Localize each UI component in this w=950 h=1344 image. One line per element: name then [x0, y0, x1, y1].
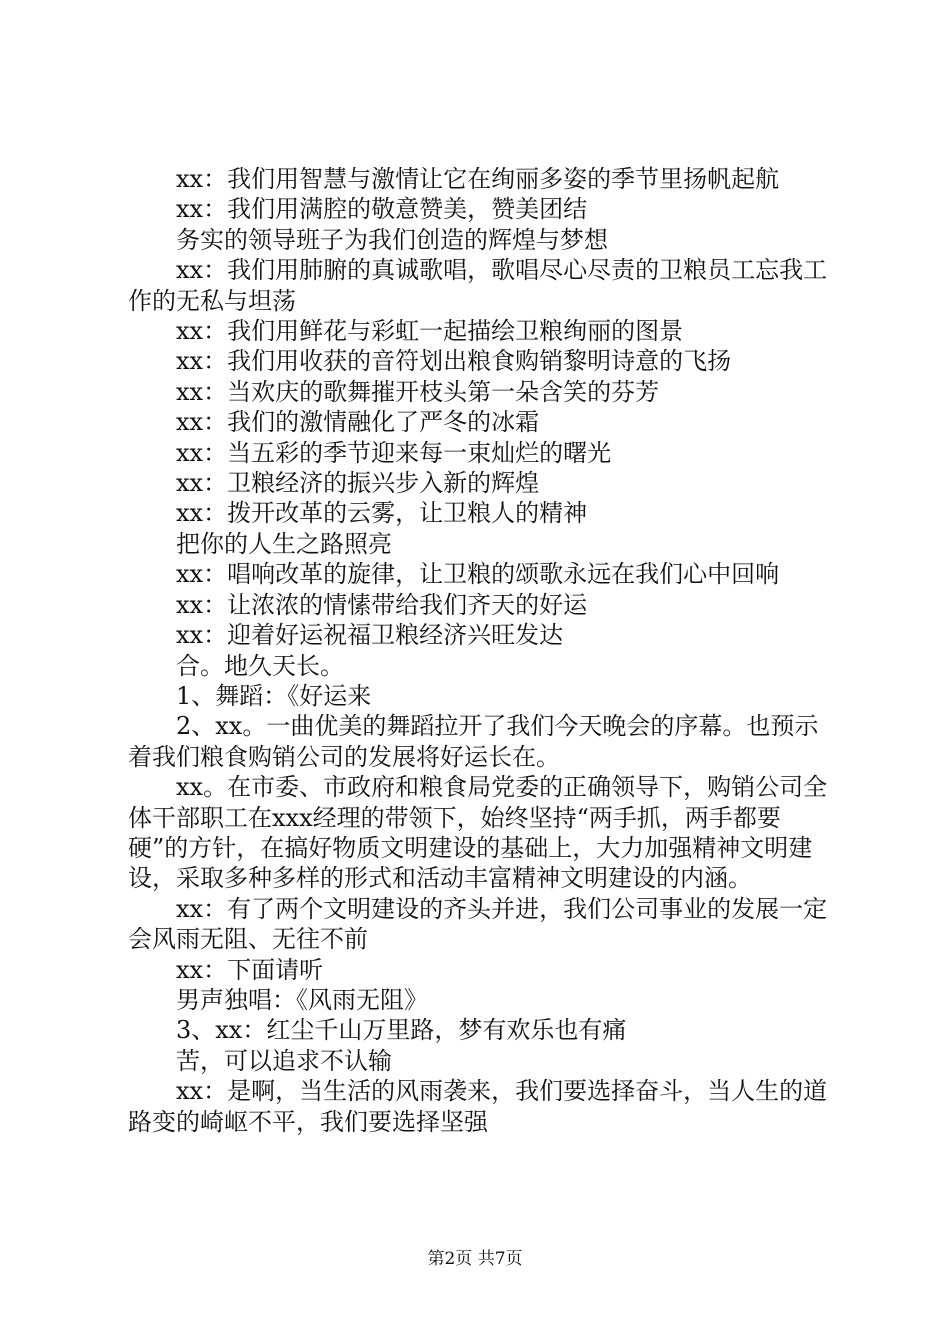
paragraph: xx：我们用鲜花与彩虹一起描绘卫粮绚丽的图景	[176, 317, 684, 346]
paragraph: xx：我们用满腔的敬意赞美，赞美团结	[176, 195, 588, 224]
paragraph: xx：卫粮经济的振兴步入新的辉煌	[176, 469, 540, 498]
paragraph: xx：我们的激情融化了严冬的冰霜	[176, 408, 540, 437]
paragraph: xx：下面请听	[176, 955, 324, 984]
paragraph: xx：有了两个文明建设的齐头并进，我们公司事业的发展一定会风雨无阻、无往不前	[128, 894, 828, 954]
paragraph: xx：是啊，当生活的风雨袭来，我们要选择奋斗，当人生的道路变的崎岖不平，我们要选择坚强	[128, 1077, 828, 1136]
paragraph: xx：当五彩的季节迎来每一束灿烂的曙光	[176, 438, 612, 467]
paragraph: 1、舞蹈：《好运来	[176, 681, 372, 710]
paragraph: 2、xx。一曲优美的舞蹈拉开了我们今天晚会的序幕。也预示着我们粮食购销公司的发展将好运长在。	[128, 712, 819, 771]
paragraph: xx：我们用肺腑的真诚歌唱，歌唱尽心尽责的卫粮员工忘我工作的无私与坦荡	[128, 256, 828, 315]
paragraph: 合。地久天长。	[176, 651, 344, 680]
paragraph: 3、xx：红尘千山万里路，梦有欢乐也有痛	[176, 1016, 627, 1045]
paragraph: 男声独唱：《风雨无阻》	[176, 985, 428, 1014]
page-number-footer: 第2页 共7页	[427, 1249, 523, 1269]
paragraph: xx。在市委、市政府和粮食局党委的正确领导下，购销公司全体干部职工在xxx经理的带领下，始终坚持“两手抓，两手都要硬”的方针，在搞好物质文明建设的基础上，大力加强精神文明建设，采取多种多样的形式和活动丰富精神文明建设的内涵。	[128, 773, 828, 893]
paragraph: xx：唱响改革的旋律，让卫粮的颂歌永远在我们心中回响	[176, 560, 780, 589]
paragraph: 苦，可以追求不认输	[176, 1046, 392, 1075]
paragraph: xx：迎着好运祝福卫粮经济兴旺发达	[176, 621, 564, 650]
paragraph: xx：当欢庆的歌舞摧开枝头第一朵含笑的芬芳	[176, 377, 660, 406]
paragraph: 把你的人生之路照亮	[176, 529, 392, 558]
paragraph: 务实的领导班子为我们创造的辉煌与梦想	[176, 225, 608, 254]
paragraph: xx：拨开改革的云雾，让卫粮人的精神	[176, 499, 588, 528]
document-body	[128, 164, 833, 1137]
paragraph: xx：我们用智慧与激情让它在绚丽多姿的季节里扬帆起航	[176, 165, 780, 193]
paragraph: xx：我们用收获的音符划出粮食购销黎明诗意的飞扬	[176, 347, 732, 376]
paragraph: xx：让浓浓的情愫带给我们齐天的好运	[176, 590, 588, 619]
